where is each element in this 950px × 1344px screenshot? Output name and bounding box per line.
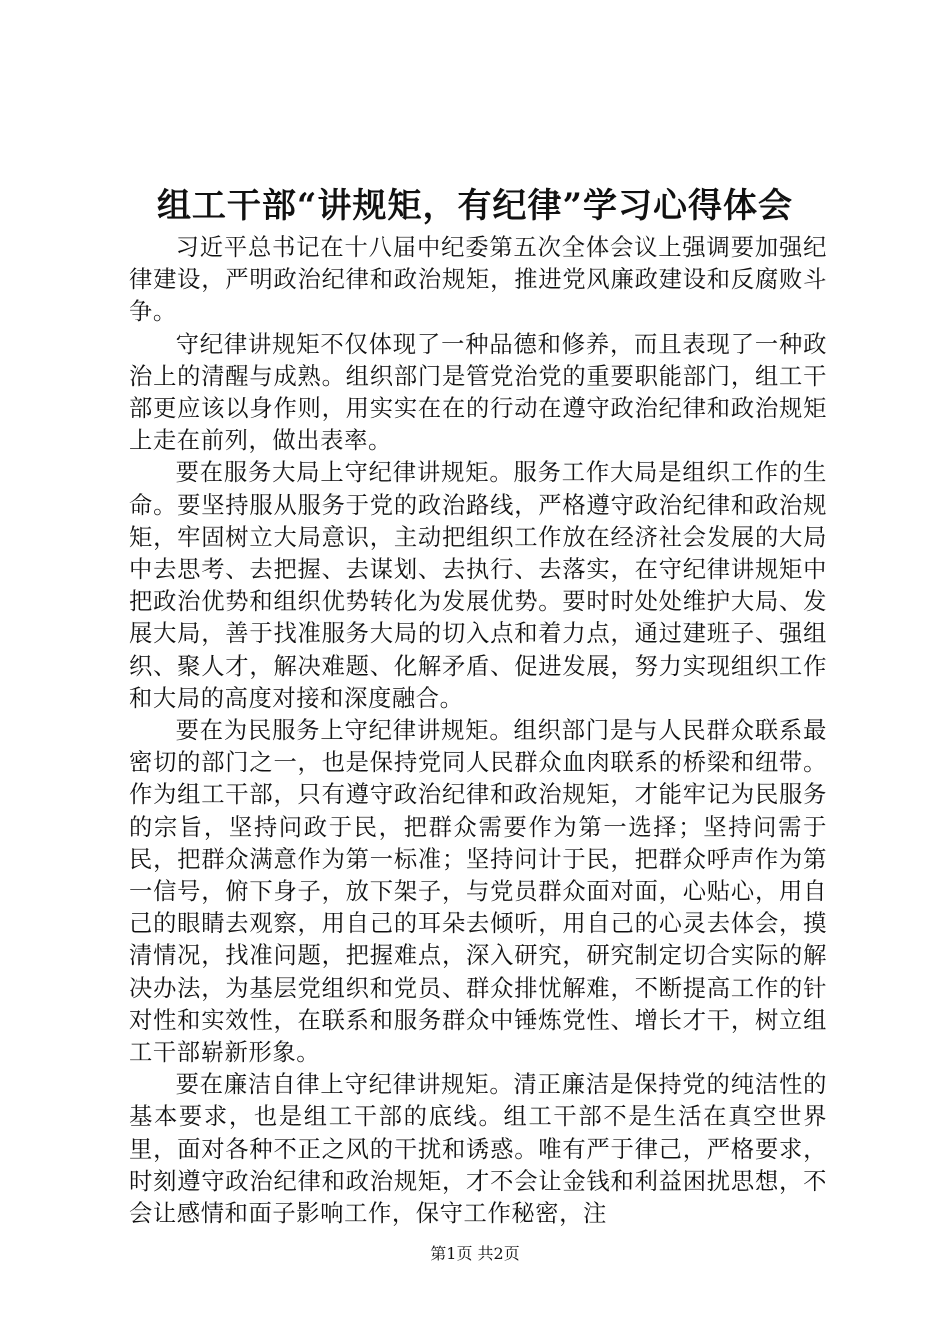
paragraph-2: 守纪律讲规矩不仅体现了一种品德和修养，而且表现了一种政治上的清醒与成熟。组织部门是管党治党的重要职能部门，组工干部更应该以身作则，用实实在在的行动在遵守政治纪律和政治规矩上走在前列，做出表率。 [129, 330, 827, 455]
paragraph-3: 要在服务大局上守纪律讲规矩。服务工作大局是组织工作的生命。要坚持服从服务于党的政治路线，严格遵守政治纪律和政治规矩，牢固树立大局意识，主动把组织工作放在经济社会发展的大局中去思考、去把握、去谋划、去执行、去落实，在守纪律讲规矩中把政治优势和组织优势转化为发展优势。要时时处处维护大局、发展大局，善于找准服务大局的切入点和着力点，通过建班子、强组织、聚人才，解决难题、化解矛盾、促进发展，努力实现组织工作和大局的高度对接和深度融合。 [129, 459, 827, 712]
page-number-footer: 第1页 共2页 [430, 1244, 520, 1263]
document-title: 组工干部“讲规矩，有纪律”学习心得体会 [156, 186, 794, 226]
paragraph-1: 习近平总书记在十八届中纪委第五次全体会议上强调要加强纪律建设，严明政治纪律和政治规矩，推进党风廉政建设和反腐败斗争。 [129, 234, 827, 326]
paragraph-5: 要在廉洁自律上守纪律讲规矩。清正廉洁是保持党的纯洁性的基本要求，也是组工干部的底线。组工干部不是生活在真空世界里，面对各种不正之风的干扰和诱惑。唯有严于律己，严格要求，时刻遵守政治纪律和政治规矩，才不会让金钱和利益困扰思想，不会让感情和面子影响工作，保守工作秘密，注 [129, 1071, 827, 1228]
paragraph-4: 要在为民服务上守纪律讲规矩。组织部门是与人民群众联系最密切的部门之一，也是保持党同人民群众血肉联系的桥梁和纽带。作为组工干部，只有遵守政治纪律和政治规矩，才能牢记为民服务的宗旨，坚持问政于民，把群众需要作为第一选择；坚持问需于民，把群众满意作为第一标准；坚持问计于民，把群众呼声作为第一信号，俯下身子，放下架子，与党员群众面对面，心贴心，用自己的眼睛去观察，用自己的耳朵去倾听，用自己的心灵去体会，摸清情况，找准问题，把握难点，深入研究，研究制定切合实际的解决办法，为基层党组织和党员、群众排忧解难，不断提高工作的针对性和实效性，在联系和服务群众中锤炼党性、增长才干，树立组工干部崭新形象。 [129, 717, 827, 1067]
document-body [129, 232, 827, 1230]
